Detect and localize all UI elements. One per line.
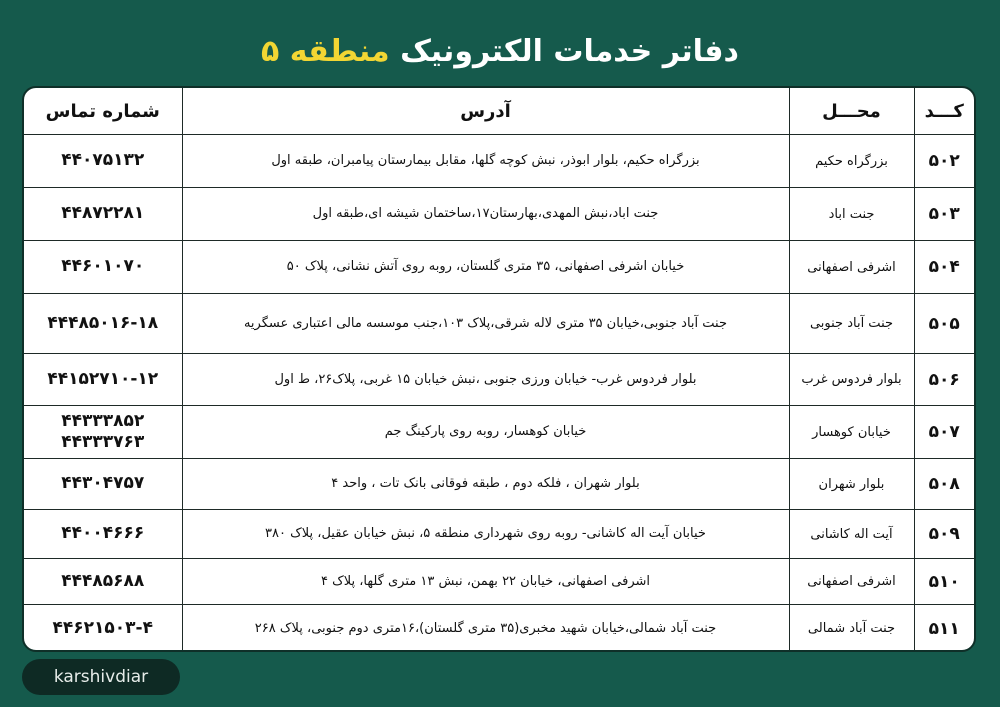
office-phone: ۴۴۴۸۵۶۸۸ [24, 559, 182, 605]
office-address: بلوار شهران ، فلکه دوم ، طبقه فوقانی بانک تات ، واحد ۴ [182, 459, 789, 510]
title-highlight: منطقه ۵ [261, 34, 390, 69]
title-main: دفاتر خدمات الکترونیک [400, 34, 739, 69]
office-code: ۵۰۴ [914, 241, 974, 294]
office-location: اشرفی اصفهانی [789, 559, 914, 605]
office-location: اشرفی اصفهانی [789, 241, 914, 294]
office-code: ۵۰۸ [914, 459, 974, 510]
office-address: جنت آباد جنوبی،خیابان ۳۵ متری لاله شرقی،پلاک ۱۰۳،جنب موسسه مالی اعتباری عسگریه [182, 294, 789, 354]
table-row [24, 188, 974, 241]
office-location: جنت اباد [789, 188, 914, 241]
office-location: بلوار فردوس غرب [789, 354, 914, 406]
office-address: جنت اباد،نبش المهدی،بهارستان۱۷،ساختمان شیشه ای،طبقه اول [182, 188, 789, 241]
office-code: ۵۰۳ [914, 188, 974, 241]
office-address: اشرفی اصفهانی، خیابان ۲۲ بهمن، نبش ۱۳ متری گلها، پلاک ۴ [182, 559, 789, 605]
office-phone: ۴۴۳۳۳۸۵۲ [61, 410, 145, 431]
office-phone: ۴۴۸۷۲۲۸۱ [24, 188, 182, 241]
office-phone: ۴۴۰۰۴۶۶۶ [24, 510, 182, 559]
brand-badge: karshivdiar [22, 659, 180, 695]
office-phone-cell [24, 406, 182, 459]
office-phone: ۴۴۳۰۴۷۵۷ [24, 459, 182, 510]
office-phone: ۴۴۴۸۵۰۱۶-۱۸ [24, 294, 182, 354]
office-code: ۵۰۲ [914, 135, 974, 188]
office-code: ۵۱۱ [914, 605, 974, 653]
table-row [24, 459, 974, 510]
office-address: بلوار فردوس غرب- خیابان ورزی جنوبی ،نبش خیابان ۱۵ غربی، پلاک۲۶، ط اول [182, 354, 789, 406]
table-header-row [24, 88, 974, 135]
office-location: جنت آباد شمالی [789, 605, 914, 653]
office-address: خیابان آیت اله کاشانی- روبه روی شهرداری منطقه ۵، نبش خیابان عقیل، پلاک ۳۸۰ [182, 510, 789, 559]
office-code: ۵۰۵ [914, 294, 974, 354]
office-code: ۵۰۹ [914, 510, 974, 559]
table-row [24, 605, 974, 653]
office-address: بزرگراه حکیم، بلوار ابوذر، نبش کوچه گلها، مقابل بیمارستان پیامبران، طبقه اول [182, 135, 789, 188]
page-title [0, 34, 1000, 69]
offices-table-card [22, 86, 976, 652]
header-phone: شماره تماس [24, 88, 182, 135]
header-code: کـــد [914, 88, 974, 135]
office-phone: ۴۴۶۰۱۰۷۰ [24, 241, 182, 294]
table-row [24, 354, 974, 406]
table-row [24, 241, 974, 294]
office-code: ۵۰۶ [914, 354, 974, 406]
office-address: خیابان کوهسار، روبه روی پارکینگ جم [182, 406, 789, 459]
office-phone: ۴۴۱۵۲۷۱۰-۱۲ [24, 354, 182, 406]
header-location: محـــل [789, 88, 914, 135]
office-address: جنت آباد شمالی،خیابان شهید مخبری(۳۵ متری گلستان)،۱۶متری دوم جنوبی، پلاک ۲۶۸ [182, 605, 789, 653]
office-location: خیابان کوهسار [789, 406, 914, 459]
office-code: ۵۱۰ [914, 559, 974, 605]
office-address: خیابان اشرفی اصفهانی، ۳۵ متری گلستان، روبه روی آتش نشانی، پلاک ۵۰ [182, 241, 789, 294]
table-row [24, 510, 974, 559]
office-code: ۵۰۷ [914, 406, 974, 459]
office-phone: ۴۴۶۲۱۵۰۳-۴ [24, 605, 182, 653]
table-row [24, 135, 974, 188]
office-location: بلوار شهران [789, 459, 914, 510]
office-location: بزرگراه حکیم [789, 135, 914, 188]
office-phone-secondary: ۴۴۳۳۳۷۶۳ [61, 432, 145, 452]
offices-table [24, 88, 974, 652]
table-row [24, 406, 974, 459]
office-location: آیت اله کاشانی [789, 510, 914, 559]
office-location: جنت آباد جنوبی [789, 294, 914, 354]
header-address: آدرس [182, 88, 789, 135]
table-row [24, 294, 974, 354]
table-row [24, 559, 974, 605]
office-phone: ۴۴۰۷۵۱۳۲ [24, 135, 182, 188]
